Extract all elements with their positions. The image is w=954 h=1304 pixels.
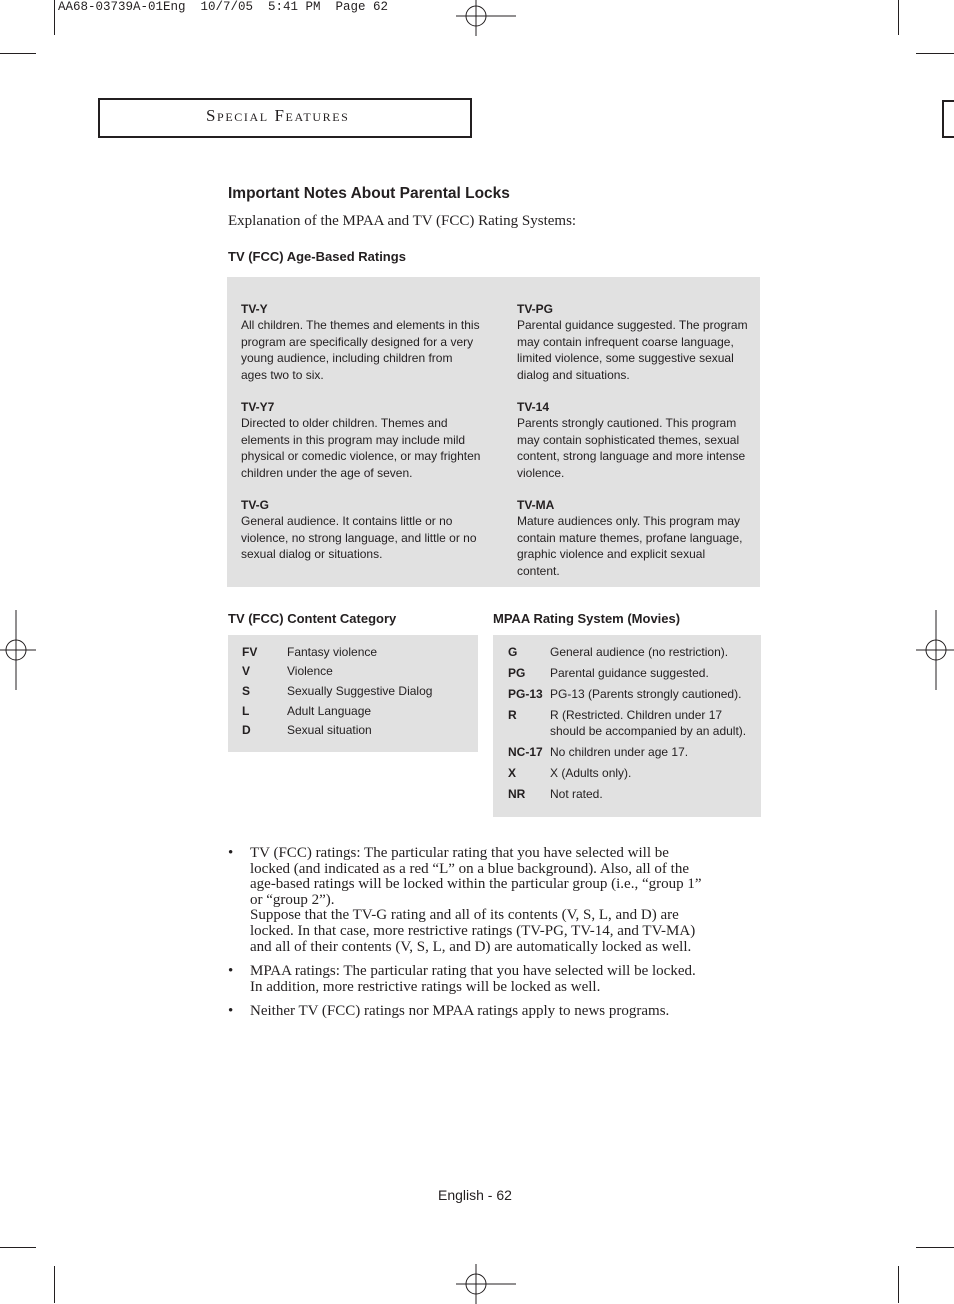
bullet-line: Suppose that the TV-G rating and all of its contents (V, S, L, and D) are: [250, 907, 679, 924]
crop-mark: [898, 1266, 899, 1303]
rating-code: TV-PG: [517, 302, 554, 316]
rating-desc: All children. The themes and elements in this program are specifically designed for a very young audience, including children from ages two to six.: [241, 318, 480, 382]
mpaa-code: NC-17: [508, 745, 543, 759]
list-item: [508, 786, 758, 802]
list-item: [508, 744, 758, 760]
rating-desc: Parents strongly cautioned. This program may contain sophisticated themes, sexual content, strong language and more intense violence.: [517, 416, 746, 480]
rating-desc: General audience. It contains little or no violence, no strong language, and little or no sexual dialog or situations.: [241, 514, 477, 562]
content-desc: Fantasy violence: [287, 645, 378, 659]
mpaa-panel: [493, 635, 761, 817]
rating-item: [517, 399, 749, 481]
bullet-icon: •: [228, 963, 234, 980]
crop-mark: [916, 53, 954, 54]
bullet-line: or “group 2”).: [250, 891, 335, 908]
content-desc: Adult Language: [287, 704, 372, 718]
rating-item: [241, 497, 486, 563]
content-desc: Violence: [287, 664, 333, 678]
notes-list: [226, 846, 756, 1029]
list-item: [508, 707, 758, 741]
list-item: [508, 686, 758, 702]
section-title: Special Features: [206, 106, 350, 125]
age-based-panel: [227, 277, 760, 587]
crop-mark: [916, 1247, 954, 1248]
list-item: [508, 665, 758, 681]
rating-code: TV-G: [241, 498, 270, 512]
list-item: [508, 765, 758, 781]
crop-mark: [0, 1247, 36, 1248]
rating-code: TV-Y: [241, 302, 268, 316]
registration-mark-icon: [0, 610, 36, 690]
rating-item: [517, 497, 749, 579]
bullet-line: In addition, more restrictive ratings will be locked as well.: [250, 978, 601, 995]
mpaa-code: PG-13: [508, 687, 543, 701]
bullet-line: locked (and indicated as a red “L” on a blue background). Also, all of the: [250, 860, 690, 877]
list-item: [508, 644, 758, 660]
rating-item: [241, 399, 481, 481]
mpaa-desc: Parental guidance suggested.: [550, 666, 709, 680]
registration-mark-icon: [916, 610, 954, 690]
page-number: English - 62: [438, 1187, 512, 1203]
rating-desc: Directed to older children. Themes and elements in this program may include mild physical or comedic violence, or may frighten children under the age of seven.: [241, 416, 481, 480]
content-code: FV: [242, 645, 258, 659]
list-item: [242, 683, 472, 699]
list-item: [242, 644, 472, 660]
thumb-tab: [942, 100, 954, 138]
bullet-icon: •: [228, 1003, 234, 1020]
printer-slug: AA68-03739A-01Eng 10/7/05 5:41 PM Page 62: [58, 0, 389, 14]
rating-code: TV-MA: [517, 498, 555, 512]
mpaa-desc: General audience (no restriction).: [550, 645, 729, 659]
crop-mark: [54, 1266, 55, 1303]
mpaa-desc: Not rated.: [550, 787, 603, 801]
rating-code: TV-14: [517, 400, 550, 414]
crop-mark: [898, 0, 899, 35]
list-item: [242, 703, 472, 719]
page-heading: Important Notes About Parental Locks: [228, 185, 510, 202]
bullet-line: and all of their contents (V, S, L, and D) are automatically locked as well.: [250, 938, 692, 955]
bullet-line: locked. In that case, more restrictive ratings (TV-PG, TV-14, and TV-MA): [250, 922, 696, 939]
mpaa-desc: PG-13 (Parents strongly cautioned).: [550, 687, 742, 701]
content-code: D: [242, 723, 251, 737]
list-item: [242, 722, 472, 738]
age-based-title: TV (FCC) Age-Based Ratings: [228, 249, 406, 264]
rating-item: [517, 301, 749, 383]
bullet-line: MPAA ratings: The particular rating that you have selected will be locked.: [250, 963, 696, 980]
bullet-icon: •: [228, 845, 234, 861]
mpaa-title: MPAA Rating System (Movies): [493, 611, 681, 626]
list-item: [226, 1004, 756, 1020]
mpaa-desc: X (Adults only).: [550, 766, 632, 780]
mpaa-desc: No children under age 17.: [550, 745, 689, 759]
bullet-line: TV (FCC) ratings: The particular rating that you have selected will be: [250, 845, 669, 861]
list-item: [226, 964, 756, 995]
bullet-line: age-based ratings will be locked within the particular group (i.e., “group 1”: [250, 876, 702, 893]
bullet-line: Neither TV (FCC) ratings nor MPAA ratings apply to news programs.: [250, 1003, 670, 1020]
mpaa-desc: R (Restricted. Children under 17: [550, 708, 723, 722]
mpaa-desc-cont: should be accompanied by an adult).: [550, 724, 747, 738]
mpaa-code: R: [508, 708, 517, 722]
rating-code: TV-Y7: [241, 400, 275, 414]
mpaa-code: NR: [508, 787, 526, 801]
content-category-title: TV (FCC) Content Category: [228, 611, 397, 626]
mpaa-code: X: [508, 766, 517, 780]
intro-text: Explanation of the MPAA and TV (FCC) Rating Systems:: [228, 213, 577, 229]
content-code: S: [242, 684, 251, 698]
content-code: L: [242, 704, 250, 718]
list-item: [226, 846, 756, 955]
registration-mark-icon: [456, 0, 516, 36]
content-category-panel: [228, 635, 478, 752]
rating-desc: Parental guidance suggested. The program may contain infrequent coarse language, limited violence, some suggestive sexual dialog and situations.: [517, 318, 748, 382]
crop-mark: [0, 53, 36, 54]
mpaa-code: PG: [508, 666, 526, 680]
list-item: [242, 663, 472, 679]
rating-desc: Mature audiences only. This program may contain mature themes, profane language, graphic violence and explicit sexual content.: [517, 514, 743, 578]
content-code: V: [242, 664, 251, 678]
rating-item: [241, 301, 481, 383]
content-desc: Sexual situation: [287, 723, 372, 737]
crop-mark: [54, 0, 55, 35]
registration-mark-icon: [456, 1264, 516, 1304]
mpaa-code: G: [508, 645, 518, 659]
content-desc: Sexually Suggestive Dialog: [287, 684, 433, 698]
